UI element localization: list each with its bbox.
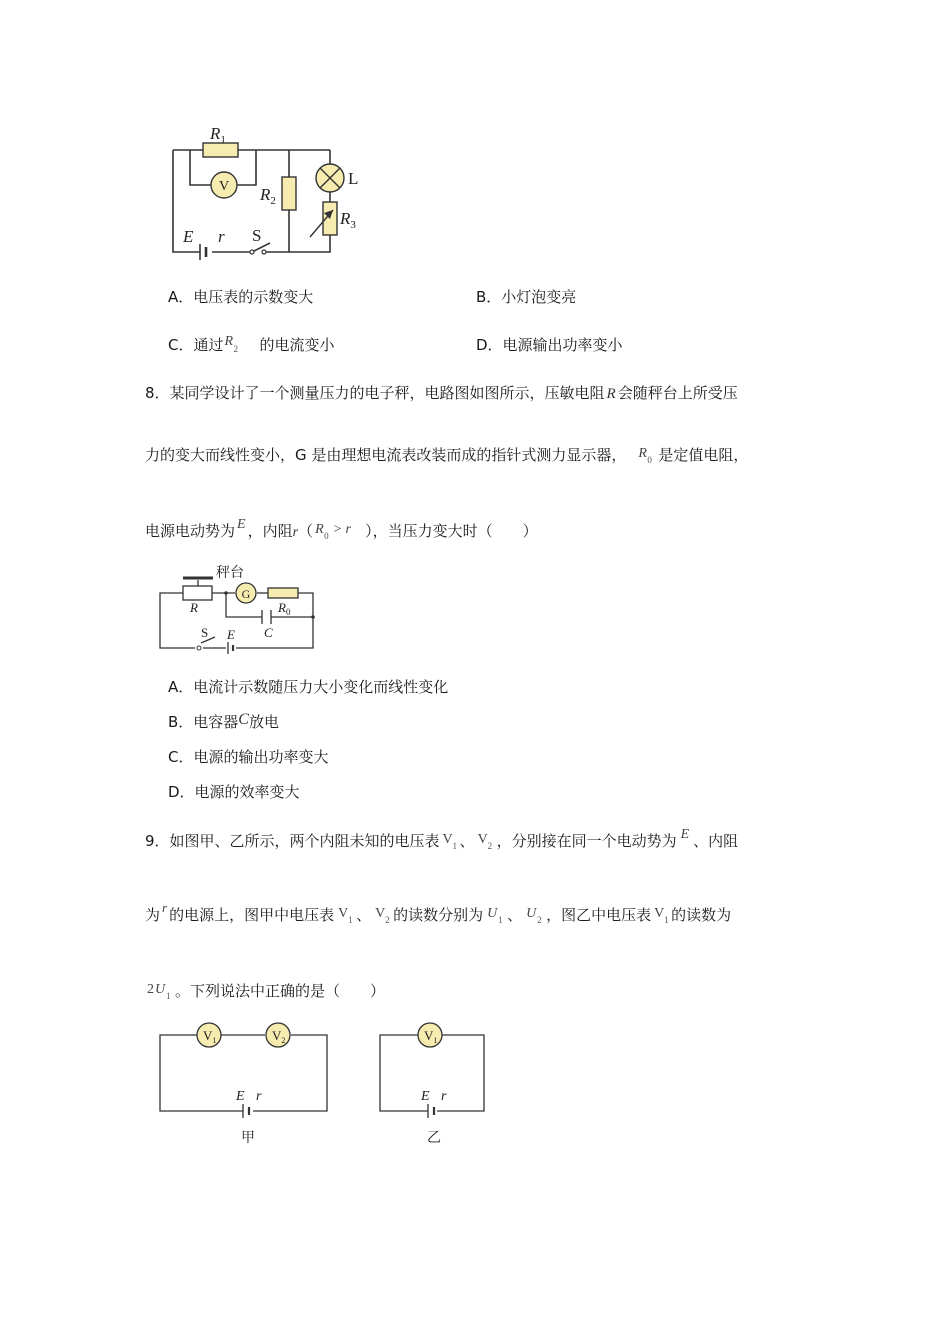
- q9-jia-caption: 甲: [241, 1130, 255, 1146]
- q8-r0-label: R: [278, 600, 286, 615]
- svg-text:R2: $R_2$: [260, 185, 276, 207]
- q7-r2-label: R: [260, 185, 271, 204]
- q8-option-b: B．电容器C放电: [168, 711, 279, 731]
- q8-stem-line3: 电源电动势为 E ，内阻r（ R 0 > r ），当压力变大时（ ）: [145, 517, 538, 541]
- q7-option-a: A．电压表的示数变大: [168, 288, 314, 306]
- q8-pressure-resistor: [183, 586, 212, 600]
- q8-e-label: E: [227, 627, 235, 642]
- svg-text:R3: $R_3$: [340, 209, 356, 231]
- q8-c-label: C: [264, 625, 273, 640]
- q7-internal-label: r: [218, 227, 225, 246]
- svg-text:V2: $V_2$: [272, 1028, 286, 1045]
- q9-figure-jia: [155, 1020, 335, 1150]
- q8-option-c: C．电源的输出功率变大: [168, 748, 329, 766]
- q9-stem-line1: 9．如图甲、乙所示，两个内阻未知的电压表 V 1 、 V 2 ，分别接在同一个电动势为 E 、内阻: [145, 827, 739, 851]
- q7-switch-label: S: [252, 226, 262, 245]
- q9-yi-r-label: r: [441, 1089, 447, 1104]
- q9-yi-caption: 乙: [427, 1130, 441, 1146]
- q8-option-d: D．电源的效率变大: [168, 783, 300, 801]
- q9-jia-e-label: E: [236, 1089, 245, 1104]
- q7-emf-label: E: [183, 227, 194, 246]
- q7-r1-label: R: [210, 124, 221, 143]
- q8-s-label: S: [201, 625, 209, 640]
- q8-stem-line1: 8．某同学设计了一个测量压力的电子秤，电路图如图所示，压敏电阻 R 会随秤台上所受压: [145, 384, 738, 402]
- q8-option-a: A．电流计示数随压力大小变化而线性变化: [168, 678, 449, 696]
- svg-text:V1: $V_1$: [203, 1028, 217, 1045]
- q9-jia-r-label: r: [256, 1089, 262, 1104]
- svg-text:V1: $V_1$: [424, 1028, 438, 1045]
- q7-r2-resistor: [282, 177, 296, 210]
- q8-circuit-diagram: [155, 562, 325, 657]
- q7-option-c: C．通过 R 2 的电流变小: [168, 334, 335, 354]
- q9-stem-line3: 2 U 1 。下列说法中正确的是（ ）: [147, 982, 386, 1001]
- svg-text:R0: $R_0$: [278, 600, 291, 617]
- q8-r-label: R: [190, 600, 198, 615]
- q7-voltmeter-label: V: [218, 179, 230, 194]
- svg-text:R1: $R_1$: [210, 124, 226, 146]
- q7-option-d: D．电源输出功率变小: [476, 336, 623, 354]
- q9-figure-yi: [375, 1020, 490, 1150]
- q8-g-label: G: [241, 587, 251, 601]
- q7-r3-label: R: [340, 209, 351, 228]
- q9-stem-line2: 为 r 的电源上，图甲中电压表 V 1 、 V 2 的读数分别为 U 1 、 U 2 ，图乙中电压表 V 1 的读数为: [145, 900, 732, 925]
- q8-stem-line2: 力的变大而线性变小，G 是由理想电流表改装而成的指针式测力显示器， R 0 是定值电阻，: [145, 446, 749, 465]
- q8-platform-label: 秤台: [216, 565, 244, 581]
- q8-r0-resistor: [268, 588, 298, 598]
- q7-lamp-label: L: [348, 169, 359, 188]
- q7-option-b: B．小灯泡变亮: [476, 288, 577, 306]
- q7-circuit-diagram: [165, 118, 375, 268]
- q9-yi-e-label: E: [421, 1089, 430, 1104]
